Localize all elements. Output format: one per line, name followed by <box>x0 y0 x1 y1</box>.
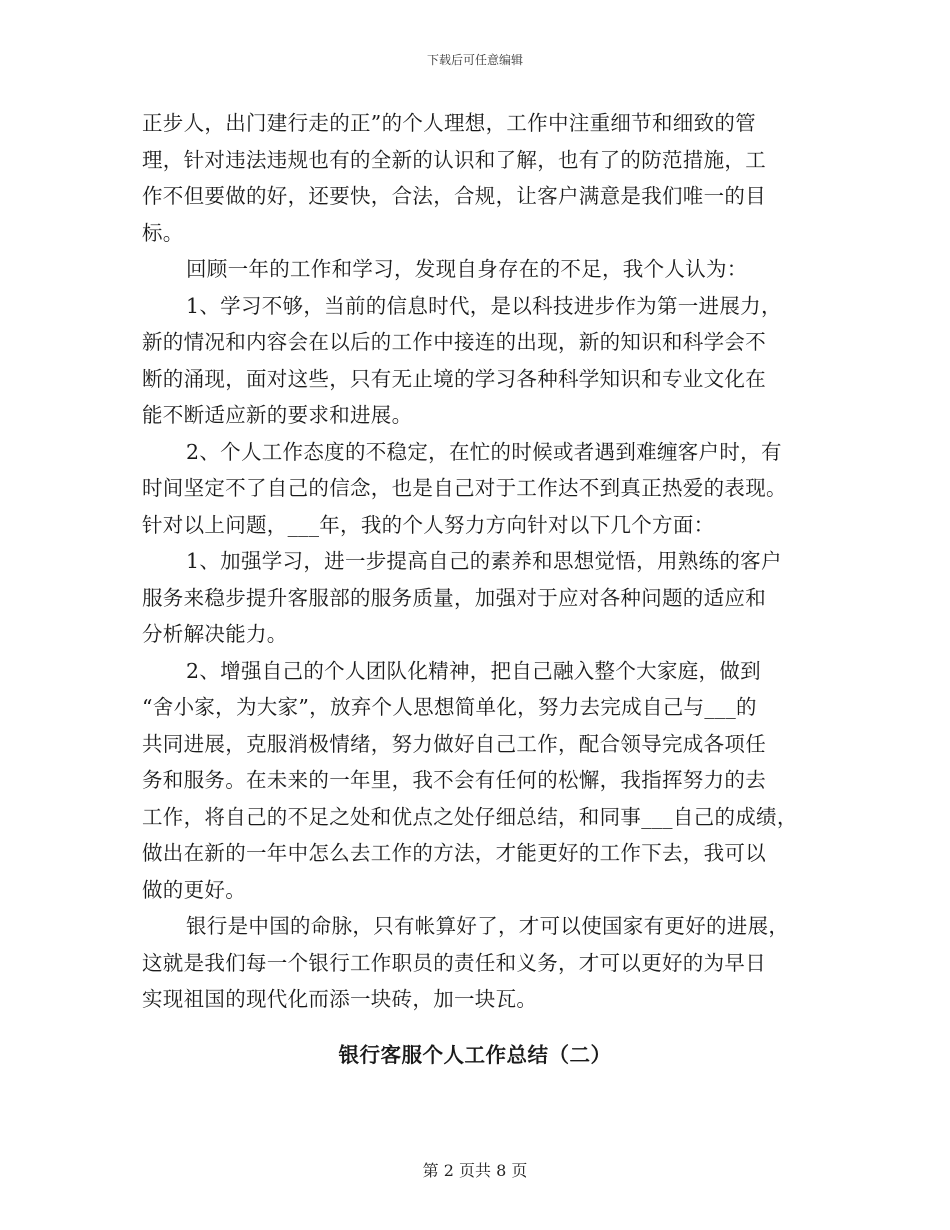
body-line-9: 能不断适应新的要求和进展。 <box>142 403 413 427</box>
body-line-21: 做出在新的一年中怎么去工作的方法，才能更好的工作下去，我可以 <box>142 841 766 865</box>
body-line-16: 2、增强自己的个人团队化精神，把自己融入整个大家庭，做到 <box>186 658 761 683</box>
body-line-19: 务和服务。在未来的一年里，我不会有任何的松懈，我指挥努力的去 <box>142 768 766 792</box>
body-line-11: 时间坚定不了自己的信念，也是自己对于工作达不到真正热爱的表现。 <box>142 476 787 500</box>
body-line-15: 分析解决能力。 <box>142 622 288 646</box>
body-line-3: 作不但要做的好，还要快，合法，合规，让客户满意是我们唯一的目 <box>142 184 766 208</box>
body-line-14: 服务来稳步提升客服部的服务质量，加强对于应对各种问题的适应和 <box>142 585 766 610</box>
body-line-13: 1、加强学习，进一步提高自己的素养和思想觉悟，用熟练的客户 <box>186 549 782 573</box>
page-header: 下载后可任意编辑 <box>426 53 523 67</box>
body-line-8: 断的涌现，面对这些，只有无止境的学习各种科学知识和专业文化在 <box>142 366 766 391</box>
body-line-25: 实现祖国的现代化而添一块砖，加一块瓦。 <box>142 987 538 1011</box>
body-line-20: 工作，将自己的不足之处和优点之处仔细总结，和同事___自己的成绩， <box>142 804 798 829</box>
body-line-1: 正步人，出门建行走的正”的个人理想，工作中注重细节和细致的管 <box>142 111 756 135</box>
body-line-23: 银行是中国的命脉，只有帐算好了，才可以使国家有更好的进展， <box>186 914 790 938</box>
body-line-4: 标。 <box>142 220 184 245</box>
document-body <box>142 105 814 1018</box>
body-line-5: 回顾一年的工作和学习，发现自身存在的不足，我个人认为： <box>186 257 748 281</box>
body-line-22: 做的更好。 <box>142 877 246 902</box>
body-line-2: 理，针对违法违规也有的全新的认识和了解，也有了的防范措施，工 <box>142 147 766 172</box>
body-line-10: 2、个人工作态度的不稳定，在忙的时候或者遇到难缠客户时，有 <box>186 439 782 464</box>
body-line-24: 这就是我们每一个银行工作职员的责任和义务，才可以更好的为早日 <box>142 950 766 975</box>
body-line-7: 新的情况和内容会在以后的工作中接连的出现，新的知识和科学会不 <box>142 330 766 354</box>
section-title: 银行客服个人工作总结（二） <box>338 1043 612 1067</box>
body-line-17: “舍小家，为大家”，放弃个人思想简单化，努力去完成自己与___的 <box>142 695 757 719</box>
body-line-6: 1、学习不够，当前的信息时代，是以科技进步作为第一进展力， <box>186 293 782 318</box>
body-line-12: 针对以上问题，___年，我的个人努力方向针对以下几个方面： <box>142 512 715 537</box>
body-line-18: 共同进展，克服消极情绪，努力做好自己工作，配合领导完成各项任 <box>142 731 766 756</box>
page-number: 第 2 页共 8 页 <box>422 1161 528 1180</box>
